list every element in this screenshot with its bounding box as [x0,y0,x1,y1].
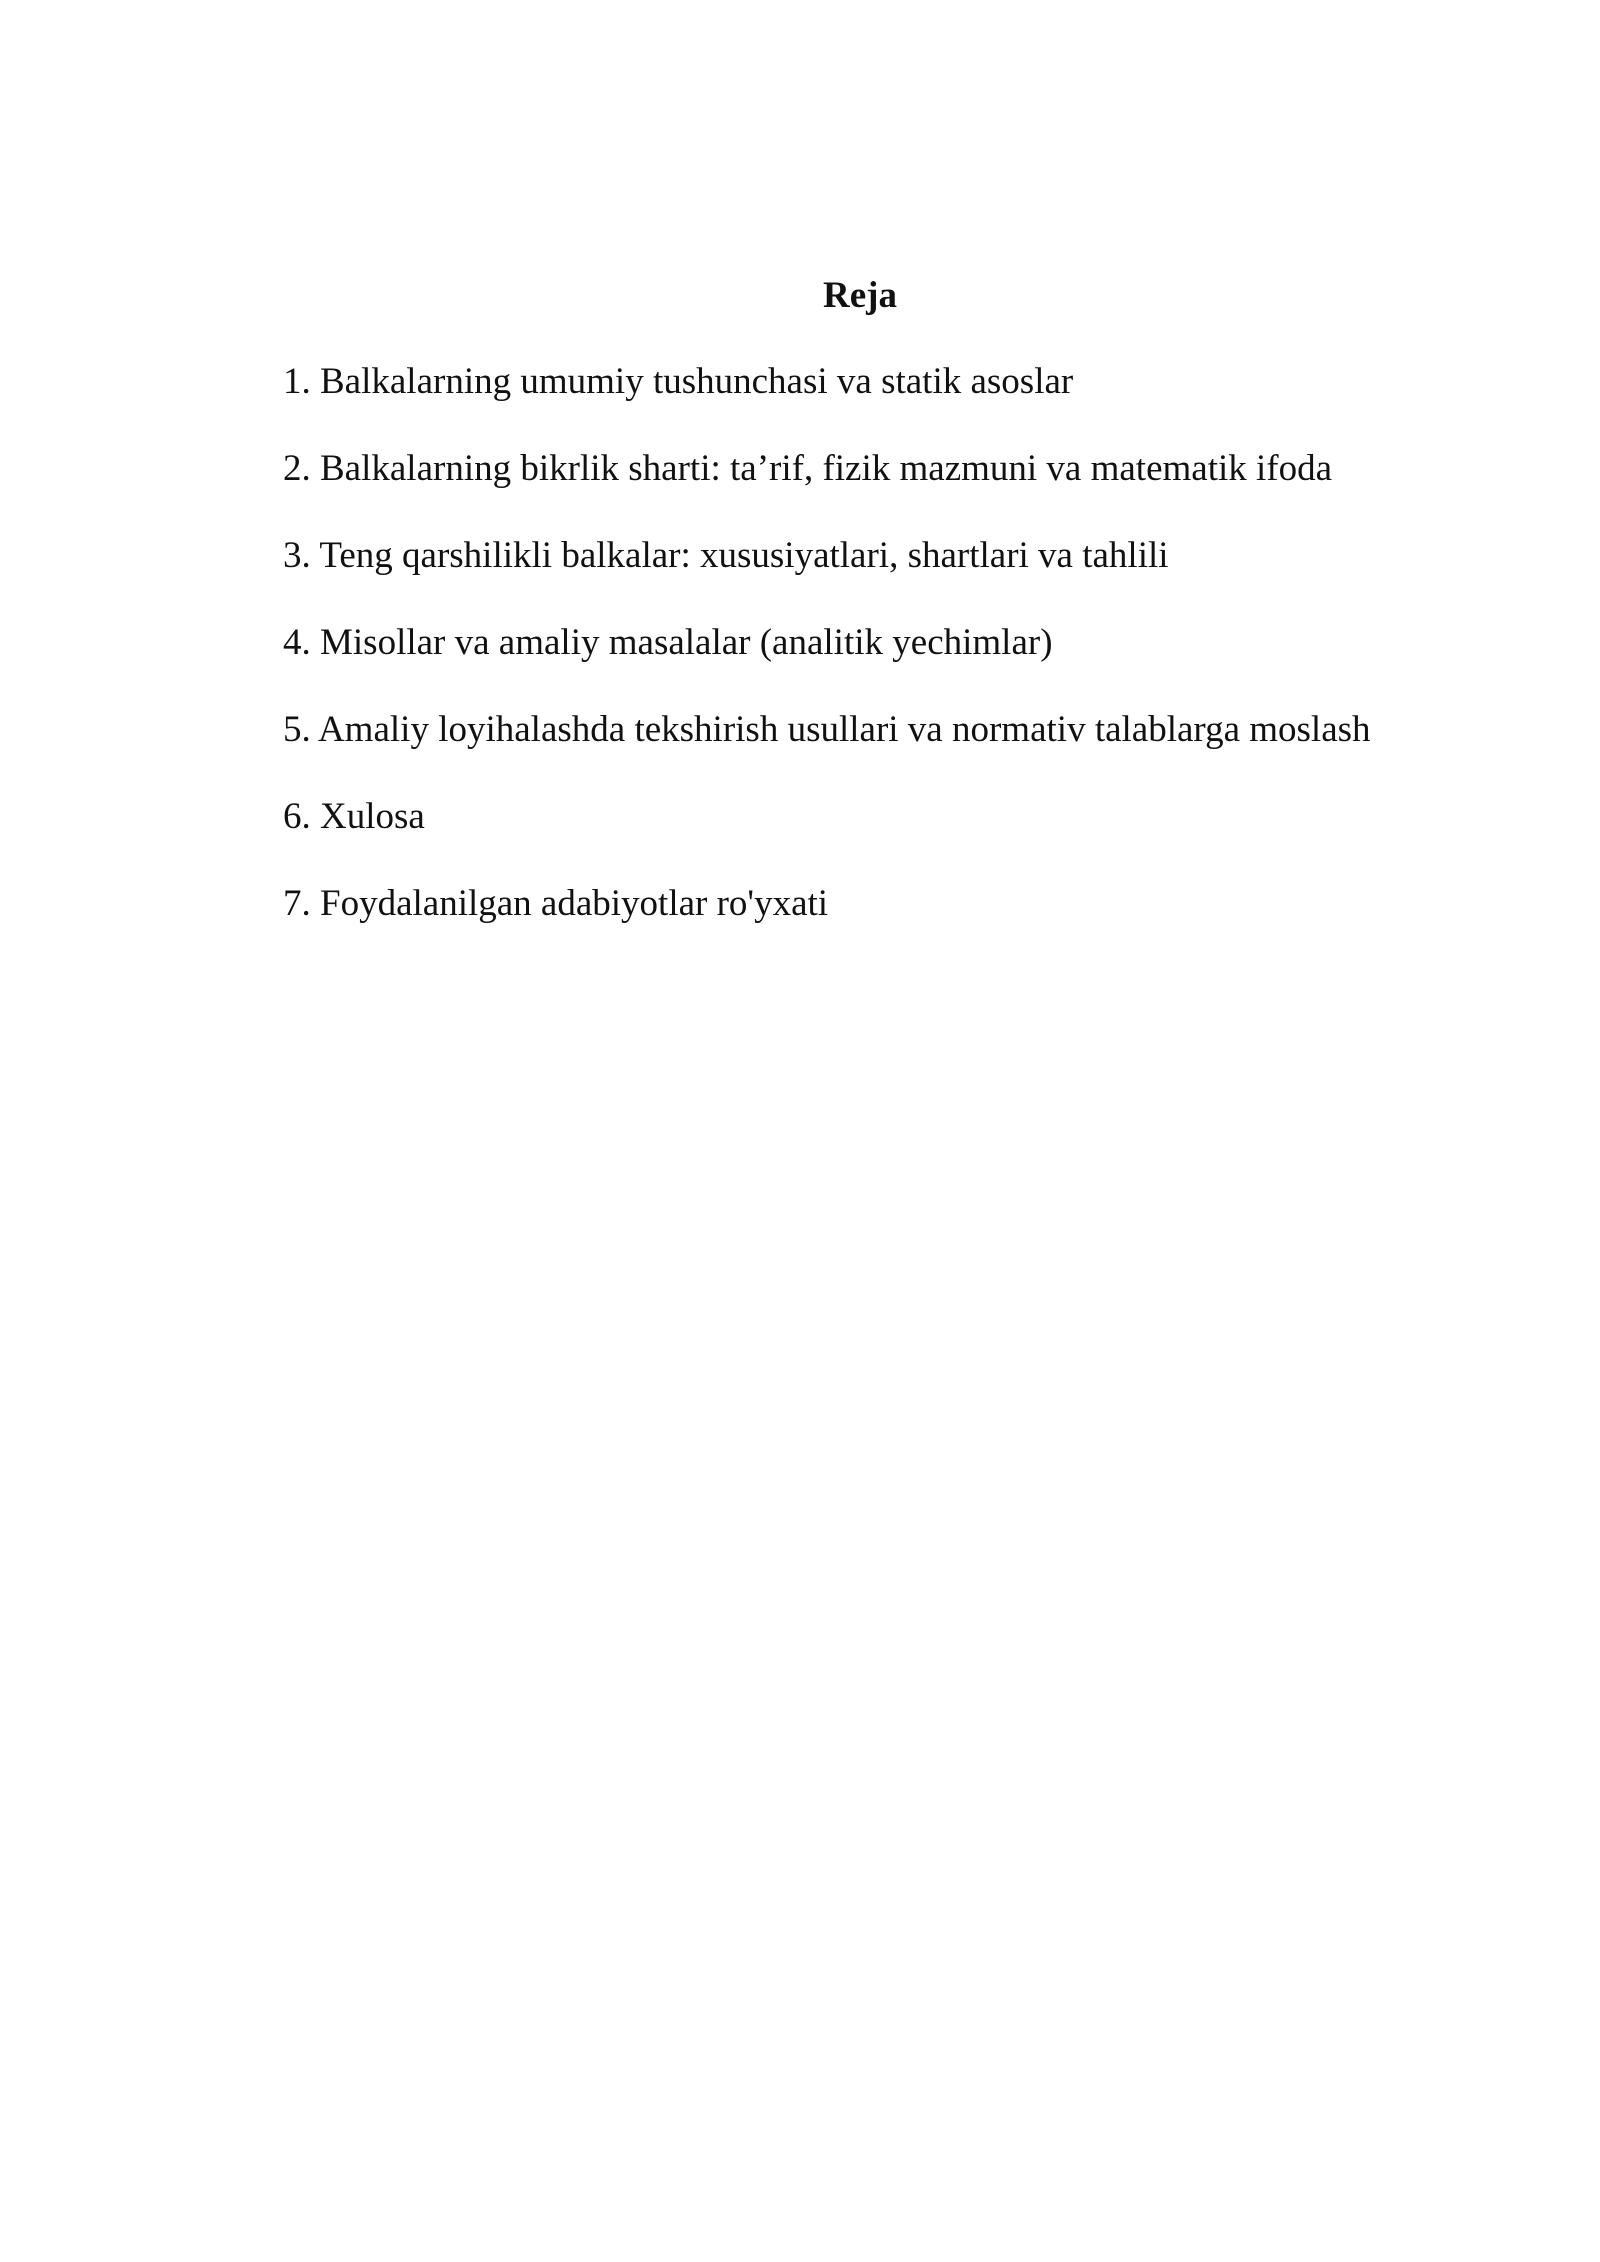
plan-item-6: 6. Xulosa [283,796,425,837]
plan-item-3: 3. Teng qarshilikli balkalar: xususiyatlari, shartlari va tahlili [283,535,1169,576]
page-title: Reja [823,275,897,316]
plan-item-7: 7. Foydalanilgan adabiyotlar ro'yxati [283,883,829,924]
plan-item-1: 1. Balkalarning umumiy tushunchasi va statik asoslar [283,361,1074,402]
plan-list [283,358,1523,967]
plan-item-4: 4. Misollar va amaliy masalalar (analitik yechimlar) [283,622,1053,663]
plan-item-2: 2. Balkalarning bikrlik sharti: ta’rif, fizik mazmuni va matematik ifoda [283,448,1333,489]
plan-item-5: 5. Amaliy loyihalashda tekshirish usullari va normativ talablarga moslash [283,709,1371,750]
